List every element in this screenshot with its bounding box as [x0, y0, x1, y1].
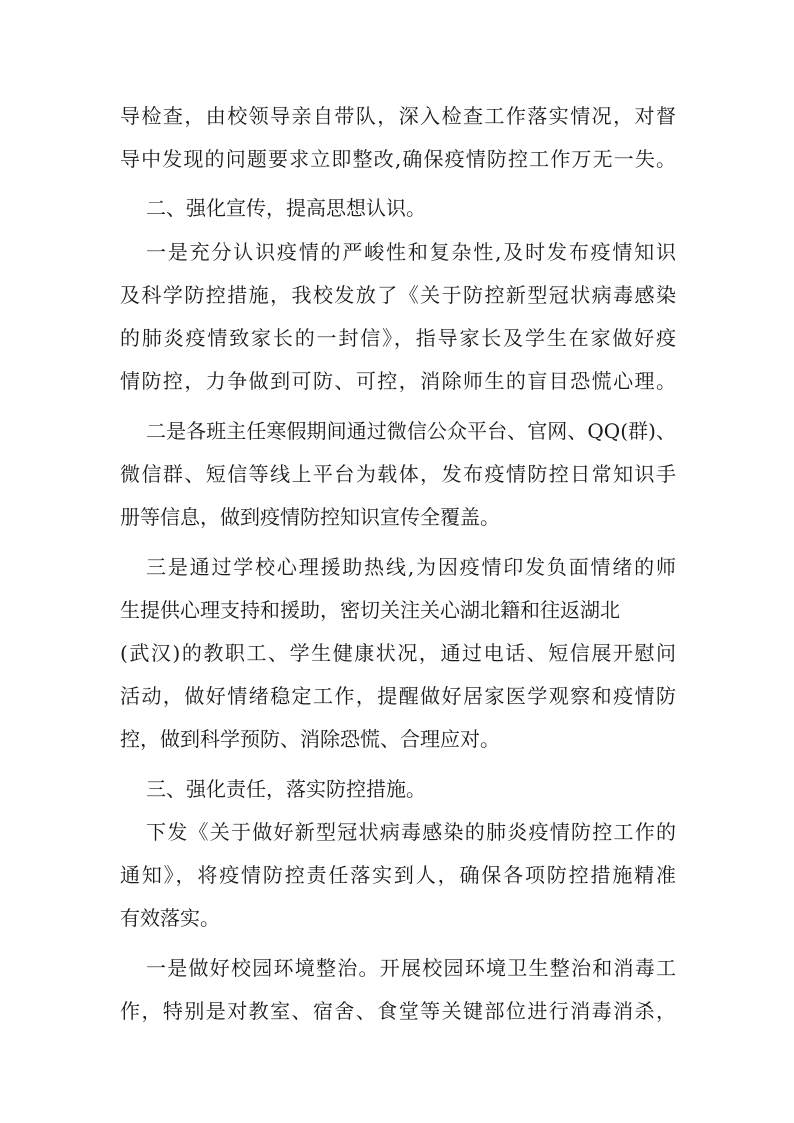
body-text-line: 通知》，将疫情防控责任落实到人，确保各项防控措施精准	[120, 863, 676, 887]
body-text-line: 生提供心理支持和援助，密切关注关心湖北籍和往返湖北	[120, 598, 620, 622]
body-text-line: 册等信息，做到疫情防控知识宣传全覆盖。	[120, 505, 500, 529]
section-heading: 二、强化宣传，提高思想认识。	[146, 196, 426, 220]
body-text-line: 三是通过学校心理援助热线,为因疫情印发负面情绪的师	[146, 555, 676, 579]
body-text-line: 控，做到科学预防、消除恐慌、合理应对。	[120, 727, 500, 751]
body-text-line: 作，特别是对教室、宿舍、食堂等关键部位进行消毒消杀，	[120, 999, 676, 1023]
body-text-line: 及科学防控措施，我校发放了《关于防控新型冠状病毒感染	[120, 283, 676, 307]
section-heading: 三、强化责任，落实防控措施。	[146, 777, 426, 801]
body-text-line: 一是充分认识疫情的严峻性和复杂性,及时发布疫情知识	[146, 240, 676, 264]
body-text-line: 活动，做好情绪稳定工作，提醒做好居家医学观察和疫情防	[120, 684, 676, 708]
body-text-line: 导检查，由校领导亲自带队，深入检查工作落实情况，对督	[120, 104, 676, 128]
body-text-line: 有效落实。	[120, 906, 220, 930]
body-text-line: 一是做好校园环境整治。开展校园环境卫生整治和消毒工	[146, 956, 676, 980]
body-text-line: (武汉)的教职工、学生健康状况，通过电话、短信展开慰问	[120, 641, 676, 665]
body-text-line: 下发《关于做好新型冠状病毒感染的肺炎疫情防控工作的	[146, 820, 676, 844]
body-text-line: 情防控，力争做到可防、可控，消除师生的盲目恐慌心理。	[120, 369, 676, 393]
body-text-line: 的肺炎疫情致家长的一封信》，指导家长及学生在家做好疫	[120, 326, 676, 350]
body-text-line: 二是各班主任寒假期间通过微信公众平台、官网、QQ(群)、	[146, 419, 676, 443]
body-text-line: 微信群、短信等线上平台为载体，发布疫情防控日常知识手	[120, 462, 676, 486]
body-text-line: 导中发现的问题要求立即整改,确保疫情防控工作万无一失。	[120, 147, 676, 171]
